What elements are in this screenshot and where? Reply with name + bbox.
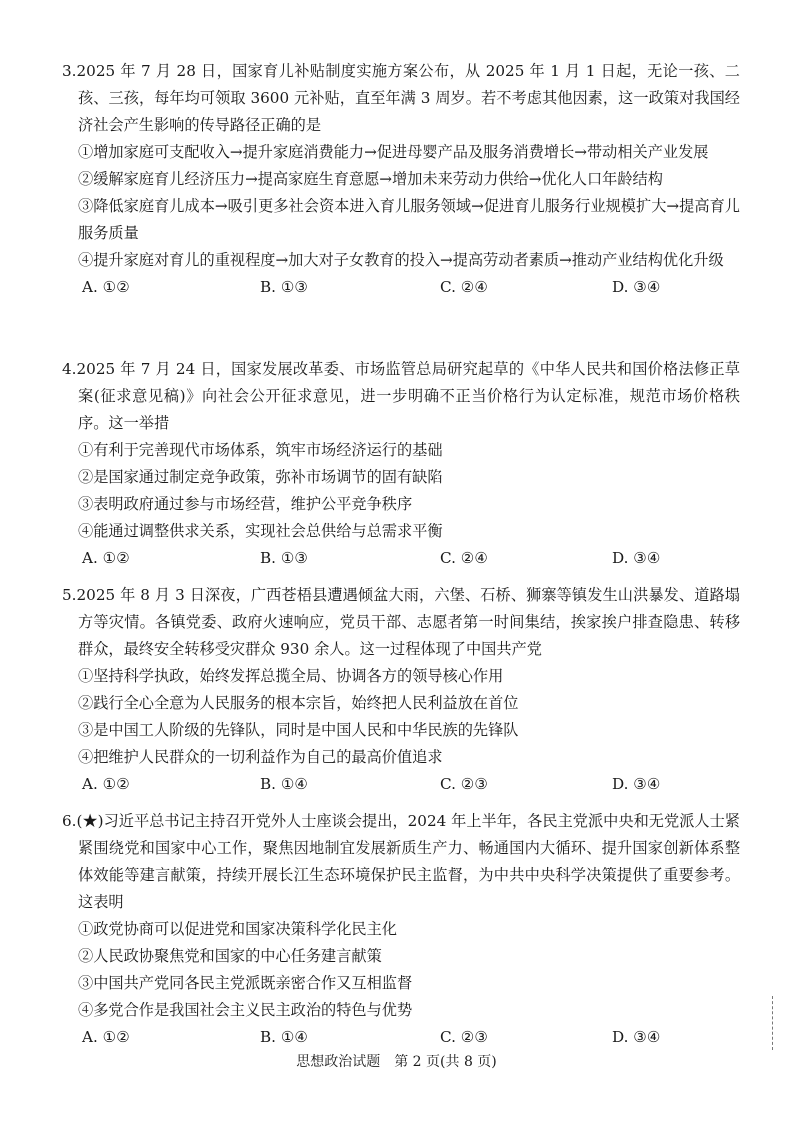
option-d: D. ③④ [612,775,661,793]
option-b: B. ①④ [260,775,309,793]
question-stem [62,808,740,916]
answer-options [82,545,740,572]
option-b: B. ①③ [260,549,309,567]
statement-1: ①增加家庭可支配收入→提升家庭消费能力→促进母婴产品及服务消费增长→带动相关产业发展 [78,143,709,161]
question-number: 4. [62,360,77,378]
statement-1: ①有利于完善现代市场体系，筑牢市场经济运行的基础 [78,441,443,459]
question-number: 3. [62,62,77,80]
answer-options [82,1024,740,1051]
question-stem [62,58,740,139]
page-footer: 思想政治试题 第 2 页(共 8 页) [296,1054,497,1070]
option-d: D. ③④ [612,549,661,567]
option-a: A. ①② [82,1028,130,1046]
question-stem [62,356,740,437]
question-stem [62,582,740,663]
question-text: 2025 年 8 月 3 日深夜，广西苍梧县遭遇倾盆大雨，六堡、石桥、狮寨等镇发生山洪暴发、道路塌方等灾情。各镇党委、政府火速响应，党员干部、志愿者第一时间集结，挨家挨户排查隐患、转移群众，最终安全转移受灾群众 930 余人。这一过程体现了中国共产党 [76,586,740,658]
statement-2: ②践行全心全意为人民服务的根本宗旨，始终把人民利益放在首位 [78,694,519,712]
option-d: D. ③④ [612,1028,661,1046]
option-c: C. ②③ [440,775,488,793]
option-c: C. ②④ [440,549,488,567]
statement-3: ③中国共产党同各民主党派既亲密合作又互相监督 [78,974,413,992]
statement-2: ②人民政协聚焦党和国家的中心任务建言献策 [78,947,382,965]
question-5 [62,582,740,798]
option-a: A. ①② [82,278,130,296]
statement-2: ②是国家通过制定竞争政策，弥补市场调节的固有缺陷 [78,468,443,486]
statement-3: ③降低家庭育儿成本→吸引更多社会资本进入育儿服务领域→促进育儿服务行业规模扩大→提高育儿服务质量 [78,197,740,242]
answer-options [82,274,740,301]
option-a: A. ①② [82,775,130,793]
question-text: 2025 年 7 月 28 日，国家育儿补贴制度实施方案公布，从 2025 年 1 月 1 日起，无论一孩、二孩、三孩，每年均可领取 3600 元补贴，直至年满 3 周岁。若不考虑其他因素，这一政策对我国经济社会产生影响的传导路径正确的是 [76,62,740,134]
question-3 [62,58,740,301]
statement-1: ①坚持科学执政，始终发挥总揽全局、协调各方的领导核心作用 [78,667,504,685]
statement-4: ④多党合作是我国社会主义民主政治的特色与优势 [78,1001,413,1019]
question-number: 5. [62,586,77,604]
statement-1: ①政党协商可以促进党和国家决策科学化民主化 [78,920,397,938]
question-4 [62,356,740,572]
statement-3: ③表明政府通过参与市场经营，维护公平竞争秩序 [78,495,413,513]
option-c: C. ②③ [440,1028,488,1046]
statement-4: ④提升家庭对育儿的重视程度→加大对子女教育的投入→提高劳动者素质→推动产业结构优化升级 [78,251,724,269]
option-a: A. ①② [82,549,130,567]
question-6 [62,808,740,1051]
option-d: D. ③④ [612,278,661,296]
option-c: C. ②④ [440,278,488,296]
answer-options [82,771,740,798]
question-text: 2025 年 7 月 24 日，国家发展改革委、市场监管总局研究起草的《中华人民共和国价格法修正草案(征求意见稿)》向社会公开征求意见，进一步明确不正当价格行为认定标准，规范市场价格秩序。这一举措 [76,360,740,432]
statement-4: ④把维护人民群众的一切利益作为自己的最高价值追求 [78,748,443,766]
option-b: B. ①④ [260,1028,309,1046]
option-b: B. ①③ [260,278,309,296]
binding-cut-line [772,996,773,1050]
statement-2: ②缓解家庭育儿经济压力→提高家庭生育意愿→增加未来劳动力供给→优化人口年龄结构 [78,170,663,188]
statement-4: ④能通过调整供求关系，实现社会总供给与总需求平衡 [78,522,443,540]
question-text: (★)习近平总书记主持召开党外人士座谈会提出，2024 年上半年，各民主党派中央和无党派人士紧紧围绕党和国家中心工作，聚焦因地制宜发展新质生产力、畅通国内大循环、提升国家创新体系整体效能等建言献策，持续开展长江生态环境保护民主监督，为中共中央科学决策提供了重要参考。这表明 [76,812,740,911]
statement-3: ③是中国工人阶级的先锋队，同时是中国人民和中华民族的先锋队 [78,721,519,739]
question-number: 6. [62,812,77,830]
